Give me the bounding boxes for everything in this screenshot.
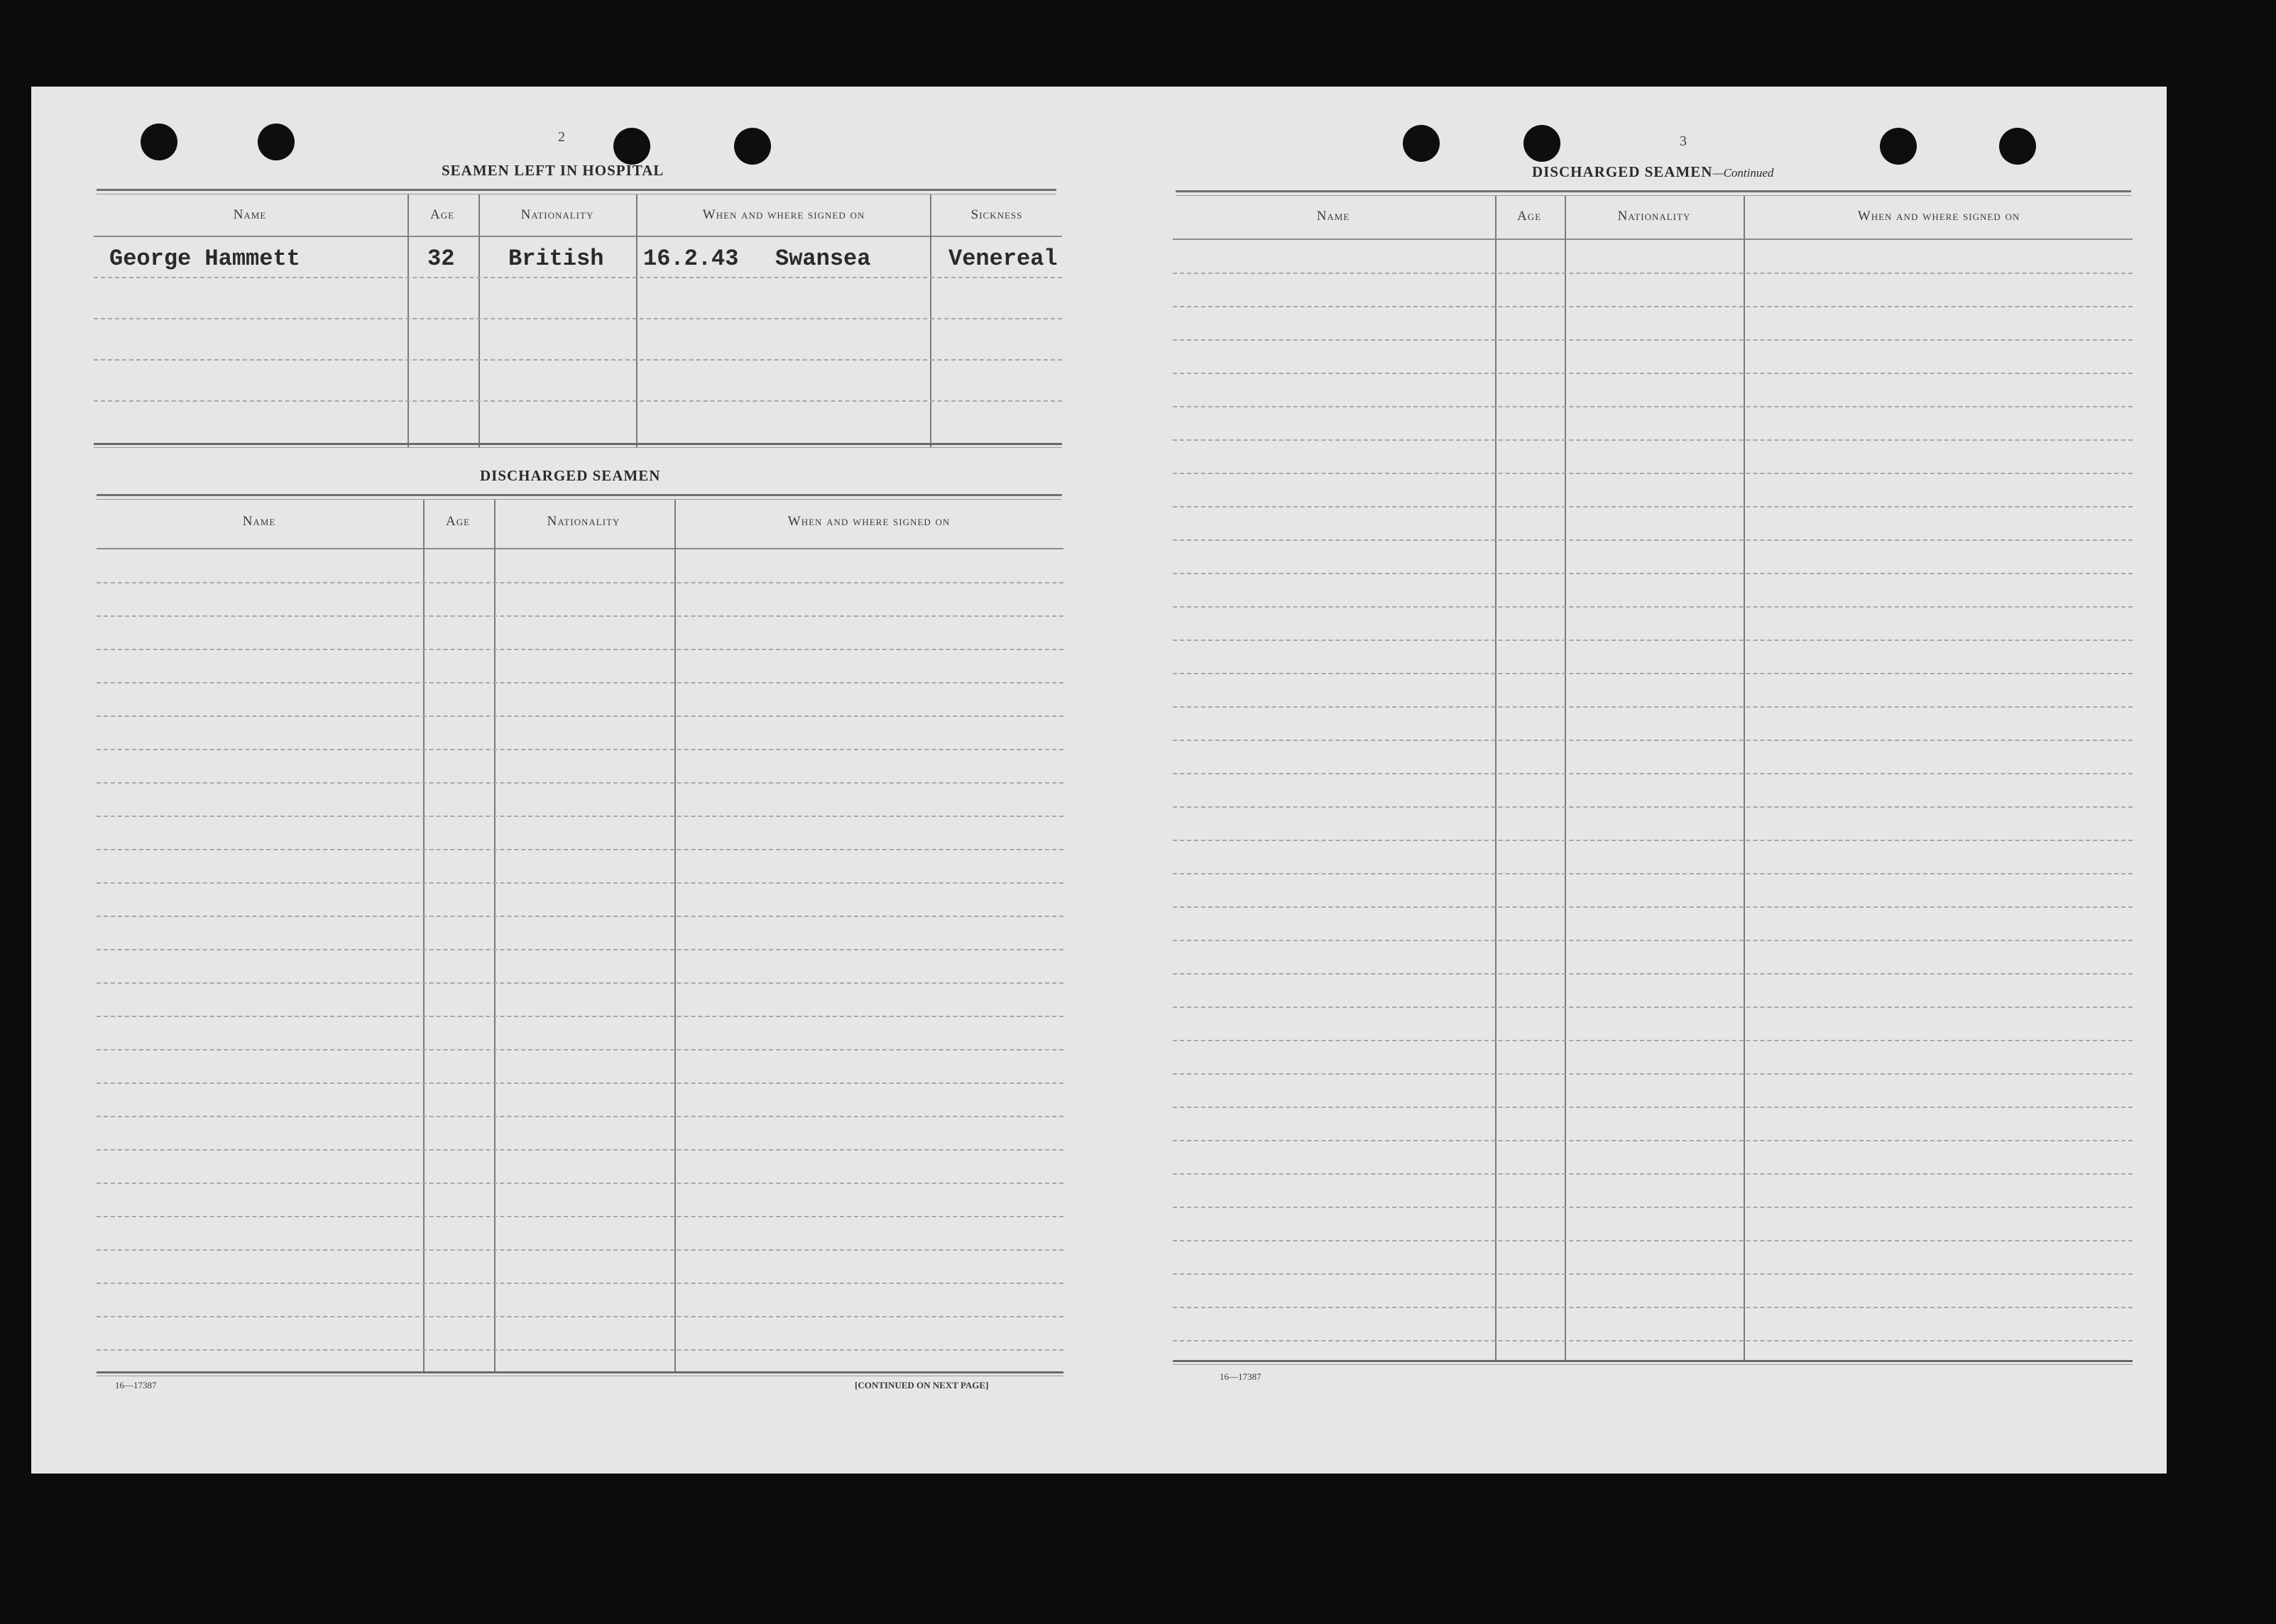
row-rule bbox=[1173, 1073, 2133, 1075]
row-rule bbox=[97, 916, 1063, 917]
row-rule bbox=[1173, 439, 2133, 441]
title-rule bbox=[1176, 190, 2131, 196]
row-rule bbox=[94, 400, 1062, 402]
title-rule bbox=[97, 189, 1056, 194]
column-divider bbox=[1744, 196, 1745, 1360]
row-rule bbox=[97, 1183, 1063, 1184]
row-rule bbox=[97, 682, 1063, 684]
entry-place: Swansea bbox=[775, 246, 871, 272]
row-rule bbox=[1173, 840, 2133, 841]
entry-nationality: British bbox=[508, 246, 604, 272]
row-rule bbox=[97, 1149, 1063, 1151]
row-rule bbox=[1173, 906, 2133, 908]
row-rule bbox=[1173, 606, 2133, 608]
header-signed-on: When and where signed on bbox=[702, 207, 865, 222]
hospital-section-title: SEAMEN LEFT IN HOSPITAL bbox=[442, 162, 664, 179]
row-rule bbox=[1173, 973, 2133, 975]
title-suffix: —Continued bbox=[1712, 166, 1774, 180]
row-rule bbox=[97, 1316, 1063, 1317]
row-rule bbox=[97, 715, 1063, 717]
discharged-section-title: DISCHARGED SEAMEN bbox=[480, 467, 661, 484]
title-text: DISCHARGED SEAMEN bbox=[1532, 163, 1713, 180]
discharged-continued-table bbox=[1173, 196, 2133, 1360]
row-rule bbox=[94, 277, 1062, 278]
row-rule bbox=[97, 1349, 1063, 1351]
header-name: Name bbox=[1316, 209, 1350, 224]
row-rule bbox=[97, 816, 1063, 817]
entry-sickness: Venereal bbox=[948, 246, 1058, 272]
row-rule bbox=[1173, 773, 2133, 774]
row-rule bbox=[1173, 1040, 2133, 1041]
row-rule bbox=[97, 582, 1063, 583]
row-rule bbox=[97, 1116, 1063, 1117]
header-age: Age bbox=[430, 207, 455, 222]
row-rule bbox=[1173, 406, 2133, 407]
row-rule bbox=[97, 982, 1063, 984]
table-header bbox=[1173, 196, 2133, 240]
row-rule bbox=[97, 949, 1063, 950]
row-rule bbox=[1173, 1207, 2133, 1208]
row-rule bbox=[1173, 473, 2133, 474]
row-rule bbox=[1173, 573, 2133, 574]
row-rule bbox=[1173, 1240, 2133, 1241]
page-number: 3 bbox=[1680, 133, 1687, 149]
row-rule bbox=[1173, 306, 2133, 307]
header-signed-on: When and where signed on bbox=[787, 514, 951, 529]
row-rule bbox=[1173, 673, 2133, 674]
header-name: Name bbox=[242, 514, 276, 529]
row-rule bbox=[94, 359, 1062, 361]
entry-date: 16.2.43 bbox=[643, 246, 739, 272]
row-rule bbox=[1173, 1307, 2133, 1308]
row-rule bbox=[97, 1049, 1063, 1050]
row-rule bbox=[97, 649, 1063, 650]
right-page bbox=[1096, 87, 2167, 1474]
row-rule bbox=[1173, 873, 2133, 874]
row-rule bbox=[97, 1016, 1063, 1017]
table-header bbox=[94, 194, 1062, 237]
row-rule bbox=[97, 615, 1063, 617]
page-number: 2 bbox=[558, 129, 565, 145]
row-rule bbox=[1173, 806, 2133, 808]
row-rule bbox=[1173, 1273, 2133, 1275]
column-divider bbox=[1565, 196, 1566, 1360]
header-sickness: Sickness bbox=[970, 207, 1023, 222]
table-bottom-rule bbox=[97, 1371, 1063, 1376]
header-signed-on: When and where signed on bbox=[1857, 209, 2020, 224]
row-rule bbox=[1173, 1006, 2133, 1008]
column-divider bbox=[478, 194, 480, 447]
row-rule bbox=[1173, 640, 2133, 641]
row-rule bbox=[94, 318, 1062, 319]
row-rule bbox=[1173, 373, 2133, 374]
column-divider bbox=[494, 500, 496, 1373]
row-rule bbox=[1173, 1340, 2133, 1342]
row-rule bbox=[97, 1216, 1063, 1217]
table-header bbox=[97, 500, 1063, 549]
row-rule bbox=[1173, 539, 2133, 541]
header-age: Age bbox=[445, 514, 471, 529]
title-rule bbox=[97, 494, 1062, 500]
form-code: 16—17387 bbox=[115, 1380, 157, 1390]
row-rule bbox=[97, 1283, 1063, 1284]
entry-name: George Hammett bbox=[109, 246, 300, 272]
row-rule bbox=[1173, 1140, 2133, 1141]
row-rule bbox=[1173, 506, 2133, 508]
column-divider bbox=[674, 500, 676, 1373]
continued-note: [CONTINUED ON NEXT PAGE] bbox=[855, 1380, 989, 1390]
header-nationality: Nationality bbox=[1617, 209, 1691, 224]
header-nationality: Nationality bbox=[547, 514, 620, 529]
header-age: Age bbox=[1516, 209, 1542, 224]
column-divider bbox=[1495, 196, 1497, 1360]
row-rule bbox=[97, 882, 1063, 884]
column-divider bbox=[930, 194, 931, 447]
form-code: 16—17387 bbox=[1220, 1371, 1262, 1382]
row-rule bbox=[1173, 1107, 2133, 1108]
table-bottom-rule bbox=[1173, 1360, 2133, 1365]
row-rule bbox=[1173, 339, 2133, 341]
entry-age: 32 bbox=[427, 246, 455, 272]
row-rule bbox=[1173, 273, 2133, 274]
document-sheet bbox=[31, 87, 2167, 1474]
column-divider bbox=[636, 194, 638, 447]
hospital-table bbox=[94, 194, 1062, 451]
row-rule bbox=[97, 1249, 1063, 1251]
column-divider bbox=[407, 194, 409, 447]
left-page bbox=[31, 87, 1096, 1474]
column-divider bbox=[423, 500, 425, 1373]
discharged-table bbox=[97, 500, 1063, 1380]
table-bottom-rule bbox=[94, 443, 1062, 448]
row-rule bbox=[1173, 706, 2133, 708]
row-rule bbox=[1173, 1173, 2133, 1175]
row-rule bbox=[97, 749, 1063, 750]
row-rule bbox=[97, 1082, 1063, 1084]
discharged-continued-title bbox=[1532, 163, 1773, 181]
row-rule bbox=[97, 782, 1063, 784]
row-rule bbox=[1173, 740, 2133, 741]
row-rule bbox=[1173, 940, 2133, 941]
row-rule bbox=[97, 849, 1063, 850]
header-nationality: Nationality bbox=[520, 207, 594, 222]
header-name: Name bbox=[233, 207, 267, 222]
